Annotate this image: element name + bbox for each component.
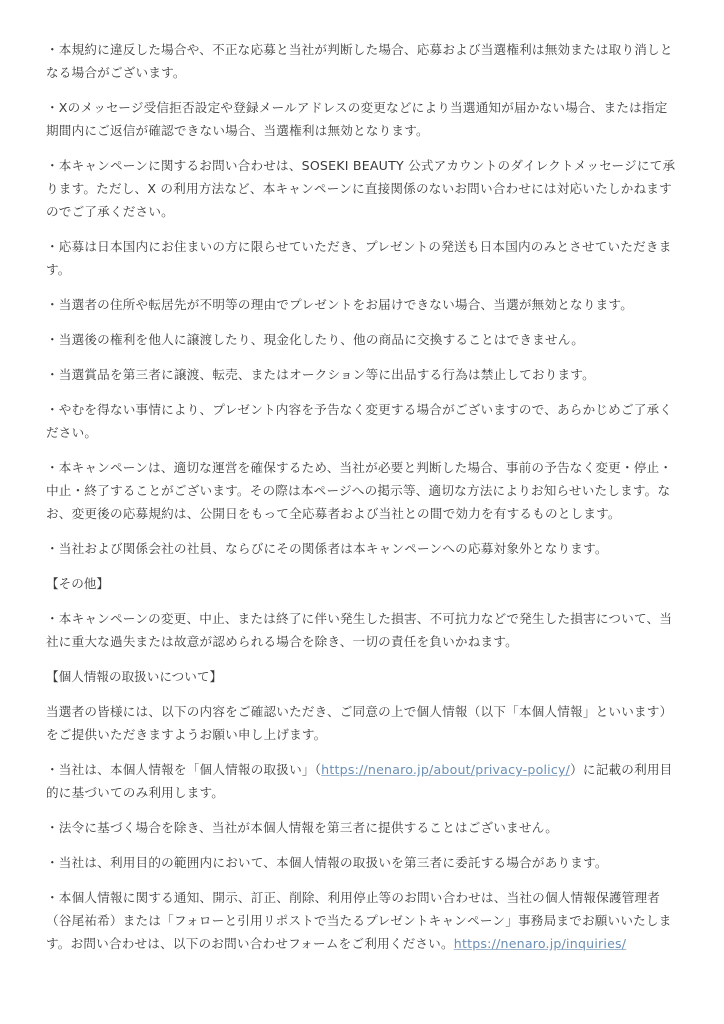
rule-invalid-entry: ・本規約に違反した場合や、不正な応募と当社が判断した場合、応募および当選権利は無効または取り消しとなる場合がございます。 bbox=[46, 42, 673, 80]
rule-domestic-only: ・応募は日本国内にお住まいの方に限らせていただき、プレゼントの発送も日本国内のみとさせていただきます。 bbox=[46, 239, 672, 277]
privacy-item-contact-text: ・本個人情報に関する通知、開示、訂正、削除、利用停止等のお問い合わせは、当社の個人情報保護管理者（谷尾祐希）または「フォローと引用リポストで当たるプレゼントキャンペーン」事務局までお願いいたします。お問い合わせは、以下のお問い合わせフォームをご利用ください。 bbox=[46, 890, 672, 951]
rule-no-resale: ・当選賞品を第三者に譲渡、転売、またはオークション等に出品する行為は禁止しております。 bbox=[46, 367, 595, 382]
other-heading: 【その他】 bbox=[46, 576, 109, 591]
rule-inquiries: ・本キャンペーンに関するお問い合わせは、SOSEKI BEAUTY 公式アカウントのダイレクトメッセージにて承ります。ただし、X の利用方法など、本キャンペーンに直接関係のないお問い合わせには対応いたしかねますのでご了承ください。 bbox=[46, 158, 676, 219]
rule-unknown-address: ・当選者の住所や転居先が不明等の理由でプレゼントをお届けできない場合、当選が無効となります。 bbox=[46, 297, 634, 312]
rule-no-transfer: ・当選後の権利を他人に譲渡したり、現金化したり、他の商品に交換することはできません。 bbox=[46, 332, 585, 347]
rule-prize-change: ・やむを得ない事情により、プレゼント内容を予告なく変更する場合がございますので、あらかじめご了承ください。 bbox=[46, 402, 673, 440]
privacy-item-contact bbox=[46, 886, 678, 955]
privacy-intro: 当選者の皆様には、以下の内容をご確認いただき、ご同意の上で個人情報（以下「本個人情報」といいます）をご提供いただきますようお願い申し上げます。 bbox=[46, 704, 673, 742]
privacy-item-outsourcing: ・当社は、利用目的の範囲内において、本個人情報の取扱いを第三者に委託する場合があります。 bbox=[46, 855, 608, 870]
rule-campaign-change: ・本キャンペーンは、適切な運営を確保するため、当社が必要と判断した場合、事前の予告なく変更・停止・中止・終了することがございます。その際は本ページへの掲示等、適切な方法によりお知らせいたします。なお、変更後の応募規約は、公開日をもって全応募者および当社との間で効力を有するものとします。 bbox=[46, 460, 673, 521]
privacy-item-usage bbox=[46, 758, 678, 804]
privacy-item-usage-after: ）に記載の利用目的に基づいてのみ利用します。 bbox=[46, 762, 673, 800]
rule-employees-excluded: ・当社および関係会社の社員、ならびにその関係者は本キャンペーンへの応募対象外となります。 bbox=[46, 541, 608, 556]
other-liability: ・本キャンペーンの変更、中止、または終了に伴い発生した損害、不可抗力などで発生した損害について、当社に重大な過失または故意が認められる場合を除き、一切の責任を負いかねます。 bbox=[46, 611, 673, 649]
rule-notification-failure: ・Xのメッセージ受信拒否設定や登録メールアドレスの変更などにより当選通知が届かない場合、または指定期間内にご返信が確認できない場合、当選権利は無効となります。 bbox=[46, 100, 668, 138]
privacy-policy-link[interactable]: https://nenaro.jp/about/privacy-policy/ bbox=[321, 762, 571, 777]
privacy-item-usage-before: ・当社は、本個人情報を「個人情報の取扱い」（ bbox=[46, 762, 322, 777]
terms-document bbox=[46, 38, 678, 967]
privacy-item-third-party: ・法令に基づく場合を除き、当社が本個人情報を第三者に提供することはございません。 bbox=[46, 820, 559, 835]
inquiries-link[interactable]: https://nenaro.jp/inquiries/ bbox=[453, 936, 627, 951]
privacy-heading: 【個人情報の取扱いについて】 bbox=[46, 669, 223, 684]
